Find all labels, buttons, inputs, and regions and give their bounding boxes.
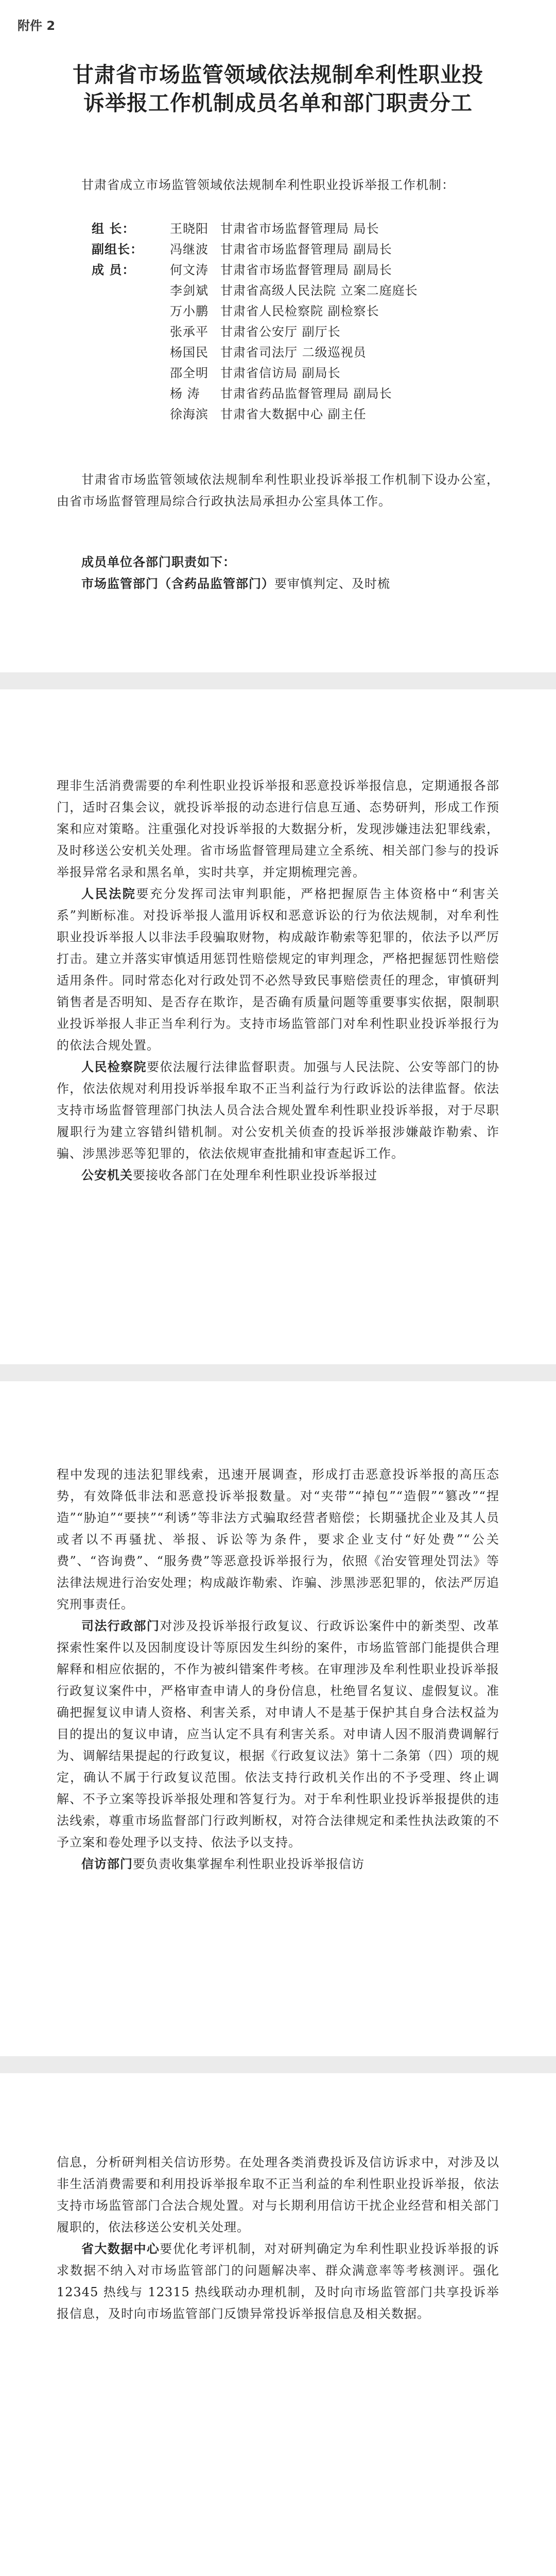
duties-heading: 成员单位各部门职责如下： [81, 554, 236, 569]
document-title: 甘肃省市场监管领域依法规制牟利性职业投诉举报工作机制成员名单和部门职责分工 [73, 62, 483, 115]
procuratorate-duty [57, 1056, 499, 1164]
member-org: 甘肃省高级人民法院 立案二庭庭长 [220, 283, 418, 298]
member-name: 徐海滨 [170, 407, 208, 421]
member-role: 成 员： [92, 262, 135, 277]
member-role: 副组长： [92, 242, 143, 257]
member-row [57, 260, 499, 280]
office-paragraph: 甘肃省市场监管领域依法规制牟利性职业投诉举报工作机制下设办公室，由省市场监督管理局综合行政执法局承担办公室具体工作。 [57, 472, 499, 509]
intro-block [57, 174, 499, 196]
market-duty-continued: 理非生活消费需要的牟利性职业投诉举报和恶意投诉举报信息，定期通报各部门，适时召集会议，就投诉举报的动态进行信息互通、态势研判，形成工作预案和应对策略。注重强化对投诉举报的大数据分析，发现涉嫌违法犯罪线索，及时移送公安机关处理。省市场监督管理局建立全系统、相关部门参与的投诉举报异常名录和黑名单，实时共享，并定期梳理完善。 [57, 778, 499, 879]
page2-content [57, 775, 499, 1186]
court-duty [57, 883, 499, 1056]
petition-duty-continued: 信息，分析研判相关信访形势。在处理各类消费投诉及信访诉求中，对涉及以非生活消费需要和利用投诉举报牟取不正当利益的牟利性职业投诉举报，依法支持市场监管部门合法合规处置。对与长期利用信访干扰企业经营和相关部门履职的，依法移送公安机关处理。 [57, 2155, 499, 2234]
member-list [57, 218, 499, 425]
member-name: 李剑斌 [170, 283, 208, 298]
intro-paragraph: 甘肃省成立市场监管领域依法规制牟利性职业投诉举报工作机制： [81, 178, 455, 192]
member-row [57, 404, 499, 425]
page3-content [57, 1464, 499, 1875]
member-org: 甘肃省信访局 副局长 [220, 366, 341, 380]
office-block [57, 469, 499, 512]
justice-duty [57, 1615, 499, 1853]
member-org: 甘肃省市场监督管理局 副局长 [220, 263, 392, 277]
procuratorate-text: 要依法履行法律监督职责。加强与人民法院、公安等部门的协作，依法依规对利用投诉举报牟取不正当利益行为行政诉讼的法律监督。依法支持市场监督管理部门执法人员合法合规处置牟利性职业投诉举报，对于尽职履职行为建立容错纠错机制。对公安机关侦查的投诉举报涉嫌敲诈勒索、诈骗、涉黑涉恶等犯罪的，依法依规审查批捕和审查起诉工作。 [57, 1060, 499, 1161]
member-org: 甘肃省公安厅 副厅长 [220, 325, 341, 339]
police-label: 公安机关 [81, 1167, 133, 1182]
market-duty-start [57, 573, 499, 595]
police-text: 要接收各部门在处理牟利性职业投诉举报过 [133, 1168, 377, 1182]
page4-content [57, 2151, 499, 2325]
duties-block [57, 551, 499, 595]
member-row [57, 301, 499, 321]
member-name: 张承平 [170, 325, 208, 339]
member-row [57, 321, 499, 342]
member-name: 杨国民 [170, 345, 208, 360]
member-row [57, 342, 499, 363]
market-dept-label: 市场监管部门（含药品监管部门） [81, 576, 274, 591]
member-row [57, 363, 499, 383]
member-org: 甘肃省市场监督管理局 局长 [220, 222, 379, 236]
member-name: 冯继波 [170, 242, 208, 257]
member-org: 甘肃省司法厅 二级巡视员 [220, 345, 367, 360]
member-org: 甘肃省市场监督管理局 副局长 [220, 242, 392, 257]
market-dept-text: 要审慎判定、及时梳 [274, 577, 390, 591]
procuratorate-label: 人民检察院 [81, 1059, 147, 1074]
petition-label: 信访部门 [81, 1856, 133, 1871]
page-3 [0, 1381, 556, 2056]
member-row [57, 218, 499, 239]
police-duty-continued: 程中发现的违法犯罪线索，迅速开展调查，形成打击恶意投诉举报的高压态势，有效降低非法和恶意投诉举报数量。对“夹带”“掉包”“造假”“篡改”“捏造”“胁迫”“要挟”“利诱”等非法方式骗取经营者赔偿；长期骚扰企业及其人员或者以不再骚扰、举报、诉讼等为条件，要求企业支付“好处费”“公关费”、“咨询费”、“服务费”等恶意投诉举报行为，依照《治安管理处罚法》等法律法规进行治安处理；构成敲诈勒索、诈骗、涉黑涉恶犯罪的，依法严厉追究刑事责任。 [57, 1467, 499, 1612]
petition-text: 要负责收集掌握牟利性职业投诉举报信访 [133, 1857, 364, 1871]
member-org: 甘肃省大数据中心 副主任 [220, 407, 367, 421]
justice-text: 对涉及投诉举报行政复议、行政诉讼案件中的新类型、改革探索性案件以及因制度设计等原因发生纠纷的案件，市场监管部门能提供合理解释和相应依据的，不作为被纠错案件考核。在审理涉及牟利性职业投诉举报行政复议案件中，严格审查申请人的身份信息，杜绝冒名复议、虚假复议。准确把握复议申请人资格、利害关系，对申请人不是基于保护其自身合法权益为目的提出的复议申请，应当认定不具有利害关系。对申请人因不服消费调解行为、调解结果提起的行政复议，根据《行政复议法》第十二条第（四）项的规定，确认不属于行政复议范围。依法支持行政机关作出的不予受理、终止调解、不予立案等投诉举报处理和答复行为。对于牟利性职业投诉举报提供的违法线索，尊重市场监督部门行政判断权，对符合法律规定和柔性执法政策的不予立案和卷处理予以支持、依法予以支持。 [57, 1619, 500, 1850]
member-row [57, 280, 499, 301]
member-role: 组 长： [92, 221, 135, 236]
member-name: 杨 涛 [170, 386, 200, 401]
annex-label: 附件 2 [18, 19, 56, 33]
page-4 [0, 2073, 556, 2576]
bigdata-label: 省大数据中心 [81, 2241, 160, 2256]
member-org: 甘肃省药品监督管理局 副局长 [220, 386, 392, 401]
bigdata-duty [57, 2238, 499, 2325]
member-name: 邵全明 [170, 366, 208, 380]
page-1 [0, 0, 556, 672]
bigdata-text: 要优化考评机制，对对研判确定为牟利性职业投诉举报的诉求数据不纳入对市场监管部门的问题解决率、群众满意率等考核测评。强化 12345 热线与 12315 热线联动办理机制，及时向市场监管部门共享投诉举报信息，及时向市场监管部门反馈异常投诉举报信息及相关数据。 [57, 2242, 500, 2321]
justice-label: 司法行政部门 [81, 1618, 160, 1633]
member-name: 万小鹏 [170, 304, 208, 318]
page-2 [0, 689, 556, 1364]
member-row [57, 383, 499, 404]
member-org: 甘肃省人民检察院 副检察长 [220, 304, 379, 318]
court-text: 要充分发挥司法审判职能，严格把握原告主体资格中“利害关系”判断标准。对投诉举报人滥用诉权和恶意诉讼的行为依法规制，对牟利性职业投诉举报人以非法手段骗取财物，构成敲诈勒索等犯罪的，依法予以严厉打击。建立并落实审慎适用惩罚性赔偿规定的审判理念，严格把握惩罚性赔偿适用条件。同时常态化对行政处罚不必然导致民事赔偿责任的理念，审慎研判销售者是否明知、是否存在欺诈，是否确有质量问题等重要事实依据，限制职业投诉举报人非正当牟利行为。支持市场监管部门对牟利性职业投诉举报行为的依法合规处置。 [57, 887, 499, 1053]
member-name: 何文涛 [170, 263, 208, 277]
member-row [57, 239, 499, 260]
court-label: 人民法院 [81, 886, 136, 901]
member-name: 王晓阳 [170, 222, 208, 236]
police-duty-start [57, 1164, 499, 1186]
petition-duty-start [57, 1853, 499, 1875]
